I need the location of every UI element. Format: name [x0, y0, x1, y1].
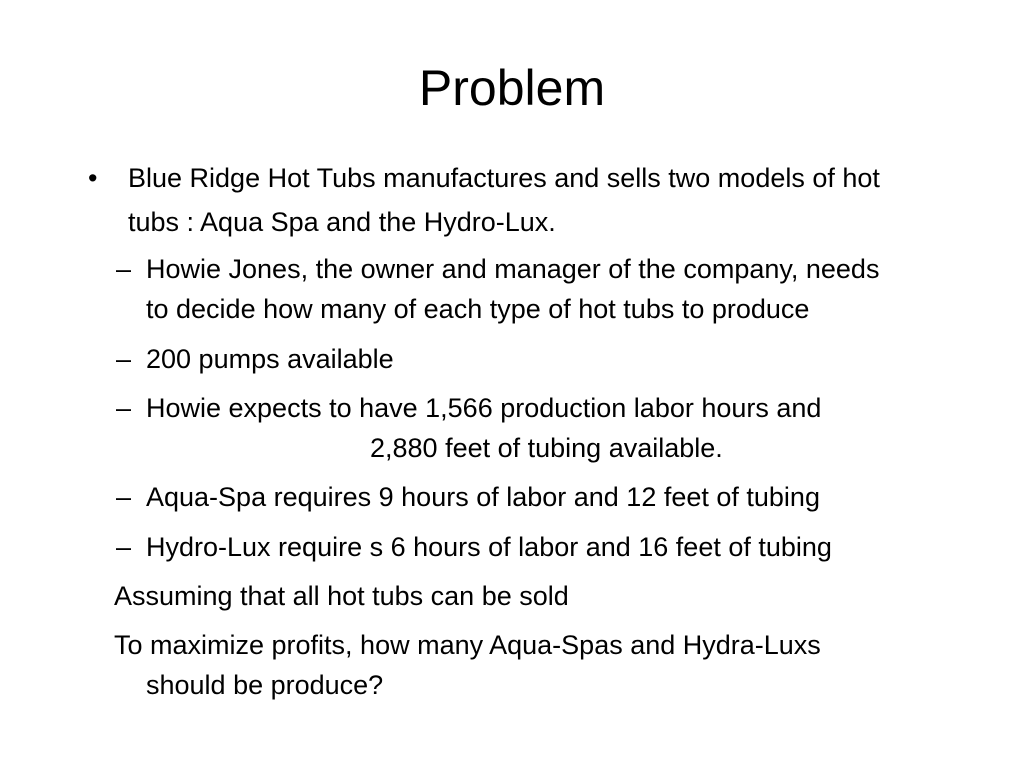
dash-marker: – — [116, 393, 132, 423]
dash-marker: – — [116, 344, 132, 374]
question-text-line: should be produce? — [146, 670, 384, 700]
bullet-text-line: tubs : Aqua Spa and the Hydro-Lux. — [128, 207, 556, 237]
sub-item-text-line: Howie expects to have 1,566 production labor hours and — [146, 393, 822, 423]
slide-title: Problem — [418, 60, 606, 116]
sub-item-text-line: 200 pumps available — [146, 344, 394, 374]
bullet-text-line: Blue Ridge Hot Tubs manufactures and sells two models of hot — [128, 163, 880, 193]
dash-marker: – — [116, 254, 132, 284]
sub-item-text-line: to decide how many of each type of hot tubs to produce — [146, 294, 810, 324]
sub-item-text-line: Aqua-Spa requires 9 hours of labor and 12 feet of tubing — [146, 482, 820, 512]
sub-item-text-line: Howie Jones, the owner and manager of the company, needs — [146, 254, 880, 284]
dash-marker: – — [116, 482, 132, 512]
assumption-text: Assuming that all hot tubs can be sold — [114, 581, 569, 611]
dash-marker: – — [116, 532, 132, 562]
sub-item-text-line: Hydro-Lux require s 6 hours of labor and 16 feet of tubing — [146, 532, 832, 562]
bullet-marker: • — [88, 163, 98, 193]
sub-item-text-line: 2,880 feet of tubing available. — [370, 433, 723, 463]
question-text-line: To maximize profits, how many Aqua-Spas and Hydra-Luxs — [114, 630, 821, 660]
